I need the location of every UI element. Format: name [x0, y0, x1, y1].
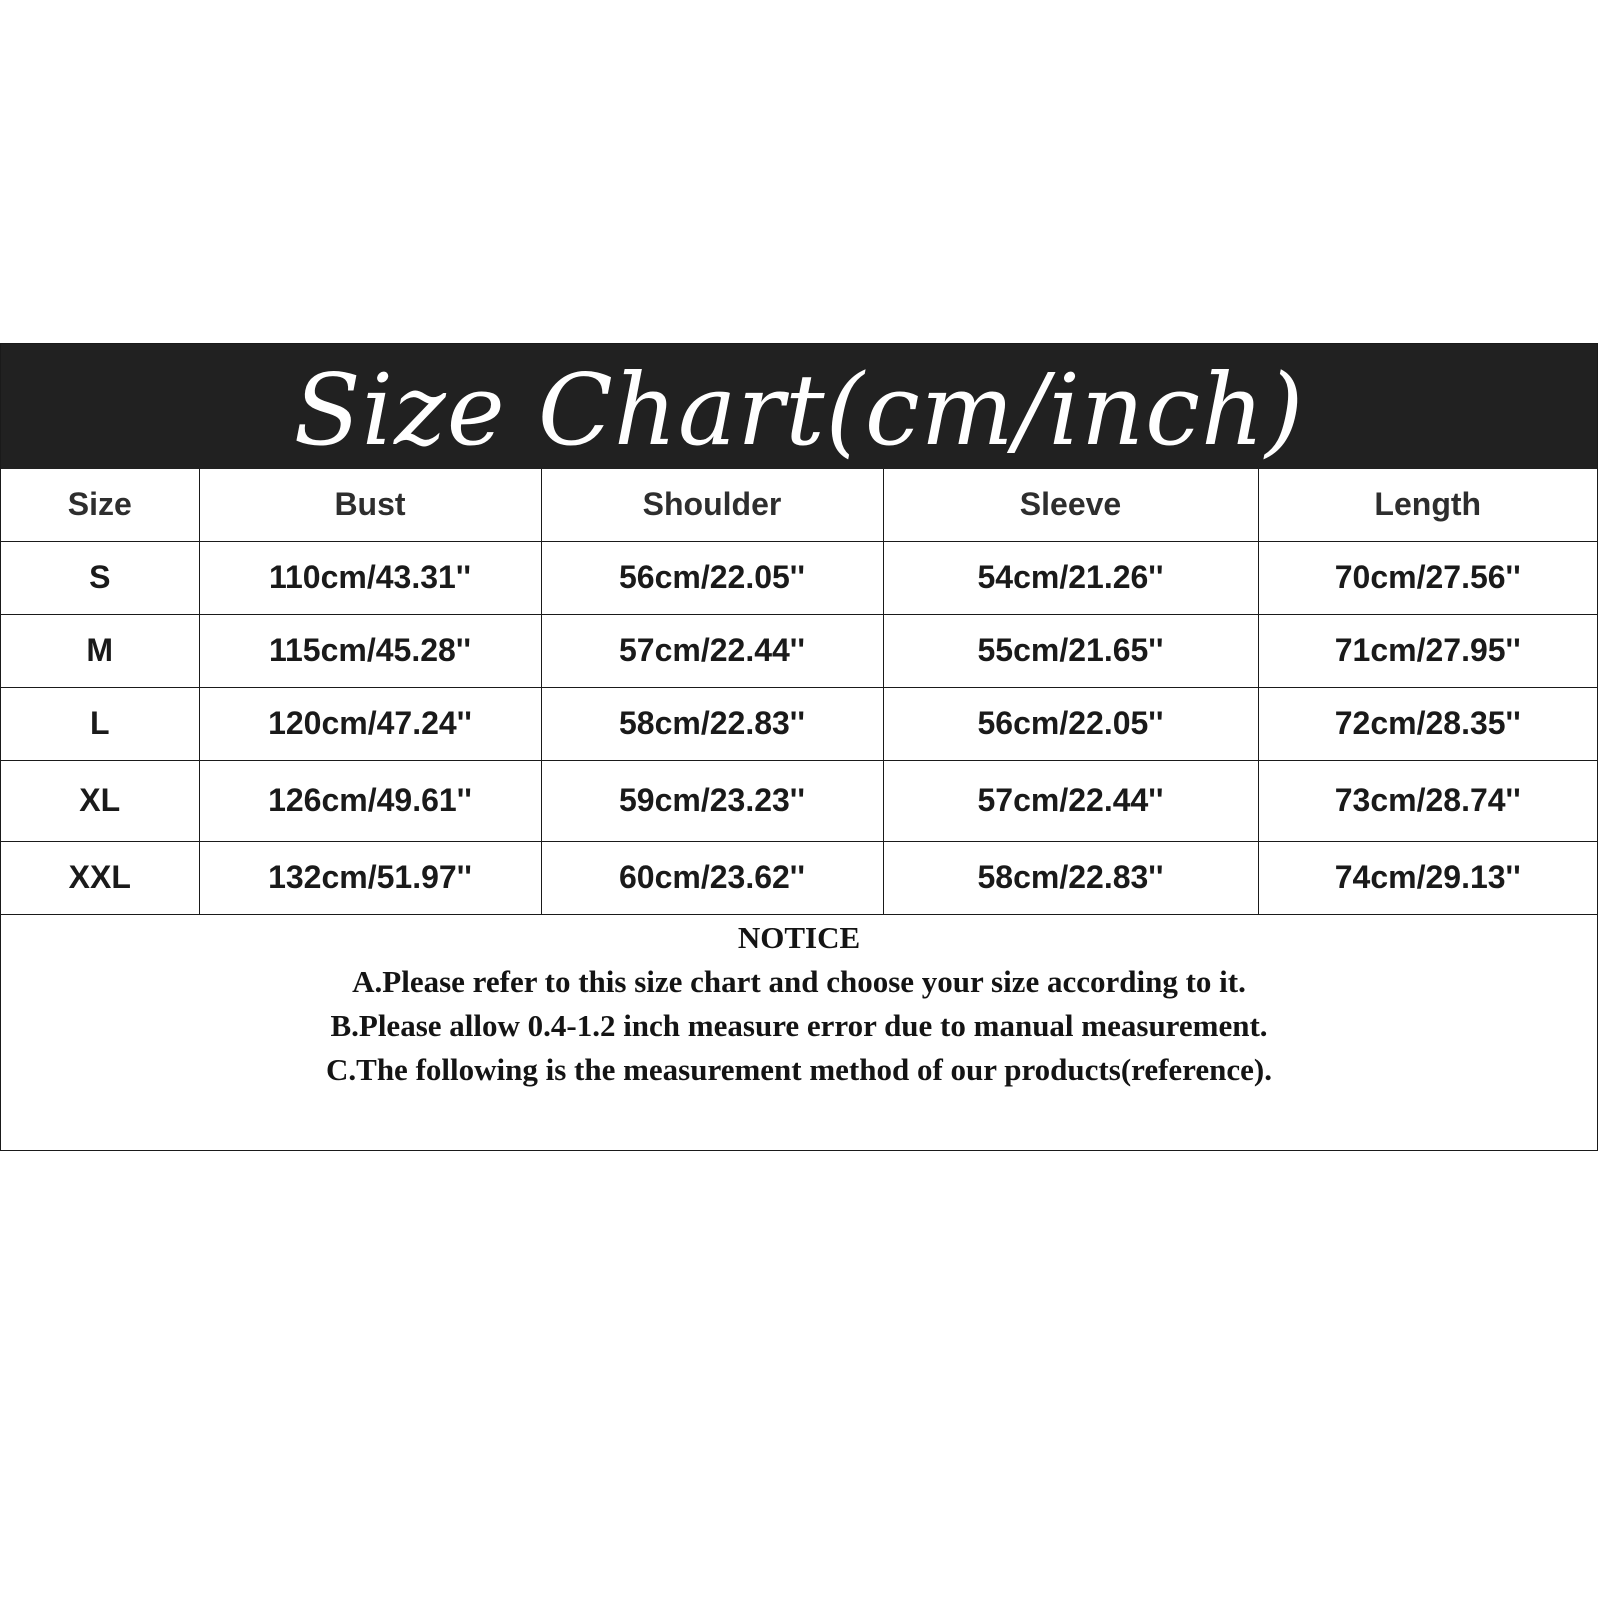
- bust-cell: 115cm/45.28'': [199, 614, 541, 687]
- header-length: Length: [1258, 469, 1597, 541]
- size-chart: [0, 343, 1598, 1151]
- bust-cell: 120cm/47.24'': [199, 687, 541, 760]
- length-cell: 71cm/27.95'': [1258, 614, 1597, 687]
- chart-title: Size Chart(cm/inch): [293, 353, 1305, 468]
- header-size: Size: [1, 469, 199, 541]
- notice-line-a: A.Please refer to this size chart and choose your size according to it.: [352, 964, 1246, 999]
- header-shoulder: Shoulder: [541, 469, 883, 541]
- bust-cell: 110cm/43.31'': [199, 541, 541, 614]
- length-cell: 74cm/29.13'': [1258, 841, 1597, 914]
- shoulder-cell: 59cm/23.23'': [541, 760, 883, 841]
- title-bar: [1, 344, 1597, 469]
- size-table: [1, 469, 1597, 915]
- length-cell: 73cm/28.74'': [1258, 760, 1597, 841]
- length-cell: 72cm/28.35'': [1258, 687, 1597, 760]
- sleeve-cell: 55cm/21.65'': [883, 614, 1258, 687]
- size-cell: L: [1, 687, 199, 760]
- shoulder-cell: 56cm/22.05'': [541, 541, 883, 614]
- header-bust: Bust: [199, 469, 541, 541]
- table-row: [1, 687, 1597, 760]
- notice-section: [1, 916, 1597, 1092]
- header-sleeve: Sleeve: [883, 469, 1258, 541]
- length-cell: 70cm/27.56'': [1258, 541, 1597, 614]
- sleeve-cell: 57cm/22.44'': [883, 760, 1258, 841]
- size-cell: XXL: [1, 841, 199, 914]
- notice-line-c: C.The following is the measurement method of our products(reference).: [326, 1052, 1272, 1087]
- table-row: [1, 841, 1597, 914]
- size-cell: S: [1, 541, 199, 614]
- bust-cell: 132cm/51.97'': [199, 841, 541, 914]
- shoulder-cell: 60cm/23.62'': [541, 841, 883, 914]
- shoulder-cell: 57cm/22.44'': [541, 614, 883, 687]
- sleeve-cell: 58cm/22.83'': [883, 841, 1258, 914]
- size-cell: M: [1, 614, 199, 687]
- size-cell: XL: [1, 760, 199, 841]
- table-row: [1, 541, 1597, 614]
- header-row: [1, 469, 1597, 541]
- bust-cell: 126cm/49.61'': [199, 760, 541, 841]
- notice-title: NOTICE: [737, 920, 861, 955]
- table-row: [1, 614, 1597, 687]
- sleeve-cell: 56cm/22.05'': [883, 687, 1258, 760]
- notice-line-b: B.Please allow 0.4-1.2 inch measure error due to manual measurement.: [330, 1008, 1268, 1043]
- table-row: [1, 760, 1597, 841]
- shoulder-cell: 58cm/22.83'': [541, 687, 883, 760]
- sleeve-cell: 54cm/21.26'': [883, 541, 1258, 614]
